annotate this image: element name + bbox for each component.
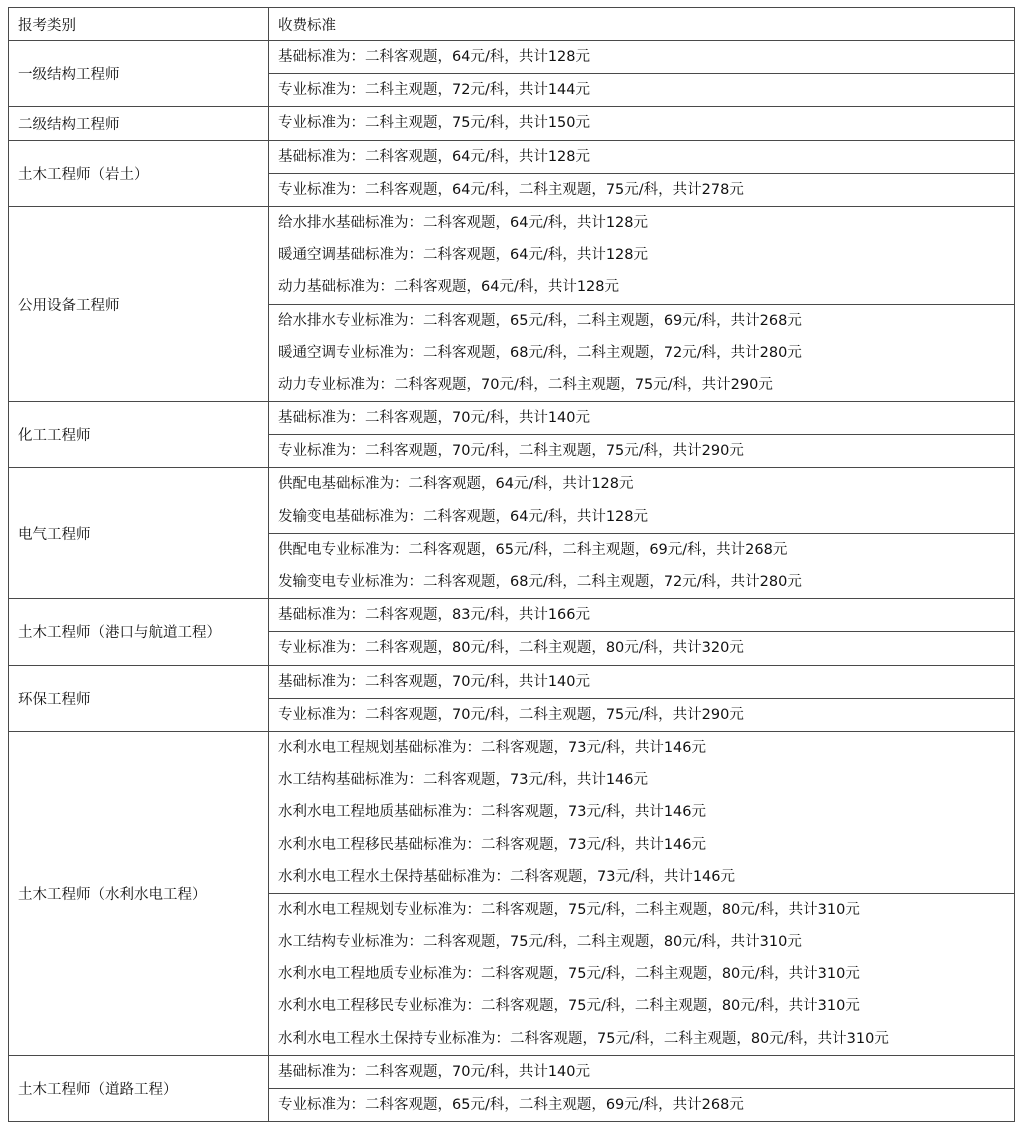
- fee-line: 水利水电工程规划专业标准为：二科客观题，75元/科，二科主观题，80元/科，共计310元: [278, 901, 860, 918]
- fee-table: [8, 7, 1015, 1122]
- table-row: [9, 468, 1015, 533]
- fee-line: 专业标准为：二科主观题，75元/科，共计150元: [278, 115, 591, 132]
- fee-standard-cell: [269, 665, 1015, 698]
- header-row: [9, 8, 1015, 41]
- fee-standard-cell: [269, 1089, 1015, 1122]
- fee-line: 专业标准为：二科客观题，80元/科，二科主观题，80元/科，共计320元: [278, 640, 744, 657]
- fee-line: 专业标准为：二科客观题，70元/科，二科主观题，75元/科，共计290元: [278, 443, 744, 460]
- fee-line: 基础标准为：二科客观题，64元/科，共计128元: [278, 148, 591, 165]
- fee-line: 发输变电专业标准为：二科客观题，68元/科，二科主观题，72元/科，共计280元: [278, 574, 802, 590]
- fee-standard-cell: [269, 304, 1015, 402]
- header-category: 报考类别: [9, 8, 269, 41]
- fee-line: 水利水电工程水土保持基础标准为：二科客观题，73元/科，共计146元: [278, 868, 736, 885]
- header-fee-standard: 收费标准: [269, 8, 1015, 41]
- fee-line: 水利水电工程地质基础标准为：二科客观题，73元/科，共计146元: [278, 804, 707, 821]
- fee-line: 专业标准为：二科客观题，65元/科，二科主观题，69元/科，共计268元: [278, 1097, 744, 1113]
- fee-standard-cell: [269, 107, 1015, 140]
- fee-line: 水利水电工程移民基础标准为：二科客观题，73元/科，共计146元: [278, 836, 707, 853]
- fee-line: 供配电基础标准为：二科客观题，64元/科，共计128元: [278, 476, 634, 493]
- fee-line: 水利水电工程水土保持专业标准为：二科客观题，75元/科，二科主观题，80元/科，共计310元: [278, 1030, 889, 1047]
- fee-standard-cell: [269, 74, 1015, 107]
- fee-standard-cell: [269, 1055, 1015, 1088]
- fee-standard-cell: [269, 435, 1015, 468]
- fee-line: 专业标准为：二科客观题，70元/科，二科主观题，75元/科，共计290元: [278, 706, 744, 723]
- fee-line: 水利水电工程地质专业标准为：二科客观题，75元/科，二科主观题，80元/科，共计310元: [278, 966, 860, 983]
- table-row: [9, 665, 1015, 698]
- fee-line: 暖通空调专业标准为：二科客观题，68元/科，二科主观题，72元/科，共计280元: [278, 344, 802, 361]
- fee-standard-cell: [269, 41, 1015, 74]
- table-row: [9, 1055, 1015, 1088]
- table-row: [9, 402, 1015, 435]
- category-cell: 环保工程师: [9, 665, 269, 731]
- fee-line: 基础标准为：二科客观题，83元/科，共计166元: [278, 607, 591, 624]
- fee-standard-cell: [269, 173, 1015, 206]
- fee-standard-cell: [269, 698, 1015, 731]
- fee-line: 给水排水专业标准为：二科客观题，65元/科，二科主观题，69元/科，共计268元: [278, 312, 802, 329]
- category-cell: 二级结构工程师: [9, 107, 269, 140]
- fee-line: 水利水电工程规划基础标准为：二科客观题，73元/科，共计146元: [278, 739, 707, 756]
- fee-line: 基础标准为：二科客观题，70元/科，共计140元: [278, 1063, 591, 1080]
- fee-standard-cell: [269, 731, 1015, 893]
- table-row: [9, 599, 1015, 632]
- table-row: [9, 206, 1015, 304]
- fee-line: 暖通空调基础标准为：二科客观题，64元/科，共计128元: [278, 247, 649, 264]
- category-cell: 公用设备工程师: [9, 206, 269, 401]
- fee-standard-cell: [269, 140, 1015, 173]
- fee-standard-cell: [269, 468, 1015, 533]
- fee-line: 给水排水基础标准为：二科客观题，64元/科，共计128元: [278, 214, 649, 231]
- fee-standard-cell: [269, 632, 1015, 665]
- fee-standard-cell: [269, 533, 1015, 598]
- fee-line: 专业标准为：二科主观题，72元/科，共计144元: [278, 82, 591, 99]
- fee-line: 基础标准为：二科客观题，64元/科，共计128元: [278, 49, 591, 65]
- fee-standard-cell: [269, 893, 1015, 1055]
- category-cell: 土木工程师（港口与航道工程）: [9, 599, 269, 665]
- table-row: [9, 41, 1015, 74]
- table-row: [9, 731, 1015, 893]
- category-cell: 一级结构工程师: [9, 41, 269, 107]
- fee-line: 发输变电基础标准为：二科客观题，64元/科，共计128元: [278, 508, 649, 525]
- category-cell: 土木工程师（水利水电工程）: [9, 731, 269, 1055]
- category-cell: 土木工程师（岩土）: [9, 140, 269, 206]
- table-row: [9, 107, 1015, 140]
- fee-line: 专业标准为：二科客观题，64元/科，二科主观题，75元/科，共计278元: [278, 181, 744, 198]
- fee-line: 水工结构基础标准为：二科客观题，73元/科，共计146元: [278, 772, 649, 789]
- category-cell: 电气工程师: [9, 468, 269, 599]
- fee-line: 水工结构专业标准为：二科客观题，75元/科，二科主观题，80元/科，共计310元: [278, 934, 802, 951]
- fee-line: 水利水电工程移民专业标准为：二科客观题，75元/科，二科主观题，80元/科，共计310元: [278, 998, 860, 1015]
- fee-line: 基础标准为：二科客观题，70元/科，共计140元: [278, 673, 591, 690]
- fee-line: 供配电专业标准为：二科客观题，65元/科，二科主观题，69元/科，共计268元: [278, 541, 788, 558]
- fee-standard-cell: [269, 206, 1015, 304]
- table-row: [9, 140, 1015, 173]
- category-cell: 化工工程师: [9, 402, 269, 468]
- fee-line: 动力基础标准为：二科客观题，64元/科，共计128元: [278, 279, 620, 296]
- fee-standard-cell: [269, 599, 1015, 632]
- fee-standard-cell: [269, 402, 1015, 435]
- fee-line: 基础标准为：二科客观题，70元/科，共计140元: [278, 410, 591, 427]
- fee-line: 动力专业标准为：二科客观题，70元/科，二科主观题，75元/科，共计290元: [278, 376, 773, 393]
- fee-table-body: [9, 8, 1015, 1122]
- category-cell: 土木工程师（道路工程）: [9, 1055, 269, 1121]
